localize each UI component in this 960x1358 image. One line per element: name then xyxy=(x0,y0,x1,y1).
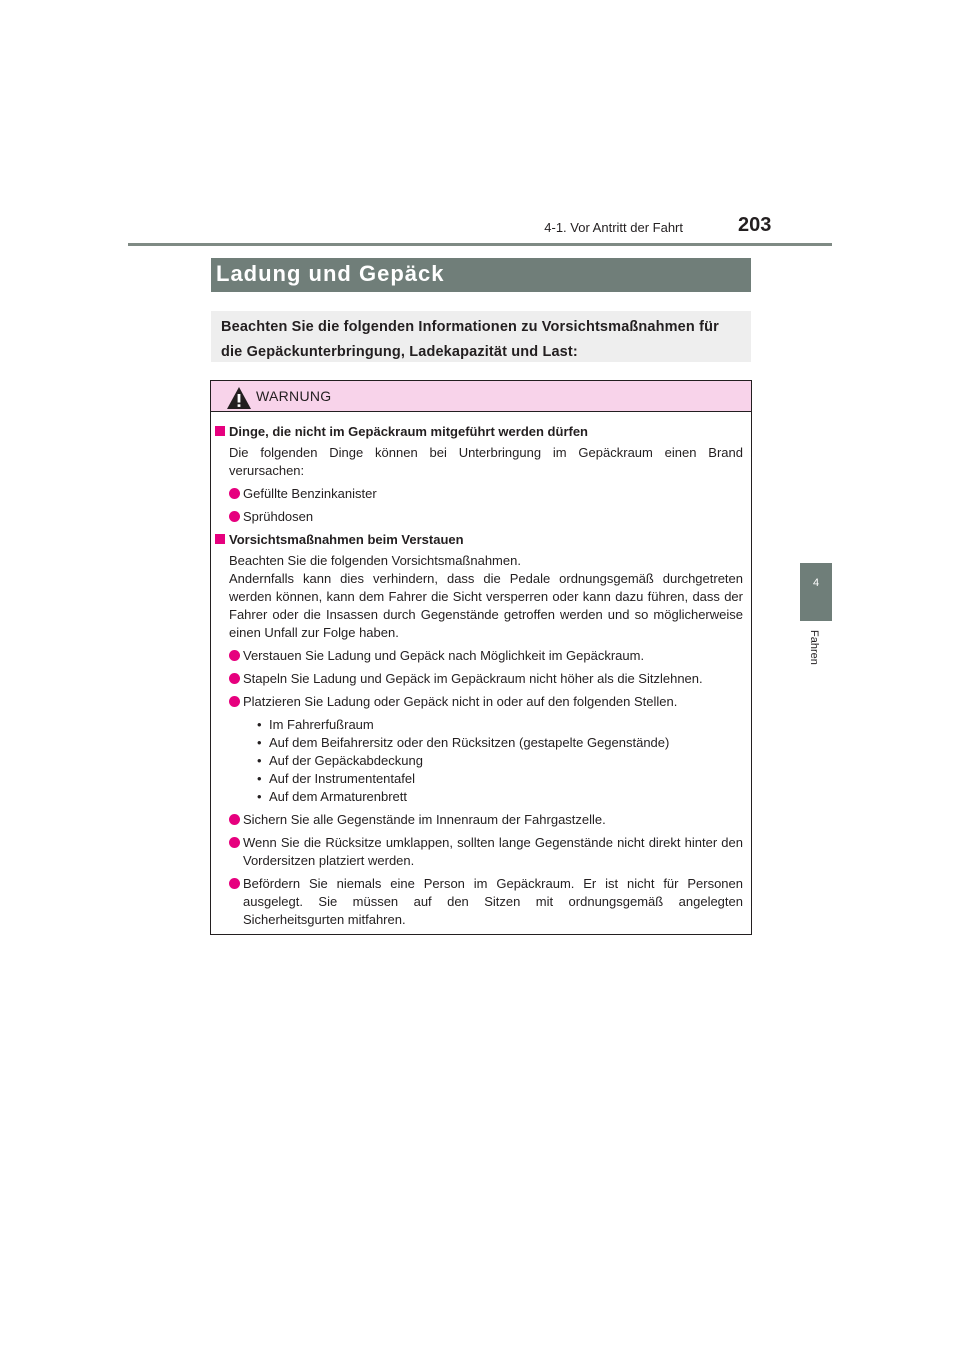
header-rule xyxy=(128,243,832,246)
list-item xyxy=(211,693,751,711)
intro-box xyxy=(211,311,751,362)
list-item-text: Verstauen Sie Ladung und Gepäck nach Möglichkeit im Gepäckraum. xyxy=(243,648,645,663)
square-bullet-icon xyxy=(215,426,225,436)
intro-text: Beachten Sie die folgenden Informationen zu Vorsichtsmaßnahmen für die Gepäckunterbringung, Ladekapazität und Last: xyxy=(221,319,719,360)
sub-list-item: • Auf dem Beifahrersitz oder den Rücksitzen (gestapelte Gegenstände) xyxy=(257,734,751,752)
sub-list-item: • Auf der Gepäckabdeckung xyxy=(257,752,751,770)
section-text: Die folgenden Dinge können bei Unterbringung im Gepäckraum einen Brand verursachen: xyxy=(229,445,743,478)
list-item-text: Stapeln Sie Ladung und Gepäck im Gepäckraum nicht höher als die Sitzlehnen. xyxy=(243,671,703,686)
warning-body xyxy=(211,423,751,929)
section-heading: Vorsichtsmaßnahmen beim Verstauen xyxy=(229,532,464,547)
warning-header xyxy=(211,381,751,412)
list-item xyxy=(211,508,751,526)
section-text: Andernfalls kann dies verhindern, dass die Pedale ordnungsgemäß durchgetreten werden können, kann dem Fahrer die Sicht versperren oder kann dazu führen, dass der Fahrer oder die Insassen durch Gegenstände getroffen werden und so möglicherweise einen Unfall zur Folge haben. xyxy=(229,571,743,640)
circle-bullet-icon xyxy=(229,511,240,522)
warning-box xyxy=(210,380,752,935)
list-item xyxy=(211,670,751,688)
circle-bullet-icon xyxy=(229,650,240,661)
list-item xyxy=(211,834,751,870)
chapter-tab xyxy=(800,563,832,621)
square-bullet-icon xyxy=(215,534,225,544)
warning-triangle-icon xyxy=(226,386,252,410)
list-item-text: Befördern Sie niemals eine Person im Gepäckraum. Er ist nicht für Personen ausgelegt. Sie müssen auf den Sitzen mit ordnungsgemäß angelegten Sicherheitsgurten mitfahren. xyxy=(243,876,743,927)
sub-list-item: • Auf dem Armaturenbrett xyxy=(257,788,751,806)
circle-bullet-icon xyxy=(229,814,240,825)
list-item-text: Platzieren Sie Ladung oder Gepäck nicht in oder auf den folgenden Stellen. xyxy=(243,694,678,709)
title-bar xyxy=(211,258,751,292)
list-item xyxy=(211,485,751,503)
circle-bullet-icon xyxy=(229,673,240,684)
list-item xyxy=(211,647,751,665)
list-item-text: Gefüllte Benzinkanister xyxy=(243,486,377,501)
list-item xyxy=(211,875,751,929)
list-item-text: Wenn Sie die Rücksitze umklappen, sollten lange Gegenstände nicht direkt hinter den Vordersitzen platziert werden. xyxy=(243,835,743,868)
chapter-number: 4 xyxy=(812,577,820,589)
warning-label: WARNUNG xyxy=(256,388,332,404)
warning-section-2-heading xyxy=(211,531,751,549)
chapter-name: Fahren xyxy=(808,630,820,665)
circle-bullet-icon xyxy=(229,696,240,707)
sub-list-item: • Im Fahrerfußraum xyxy=(257,716,751,734)
circle-bullet-icon xyxy=(229,488,240,499)
section-label: 4-1. Vor Antritt der Fahrt xyxy=(544,220,683,235)
sub-list-item: • Auf der Instrumententafel xyxy=(257,770,751,788)
sub-list xyxy=(211,716,751,806)
warning-section-1-heading xyxy=(211,423,751,441)
list-item-text: Sichern Sie alle Gegenstände im Innenraum der Fahrgastzelle. xyxy=(243,812,606,827)
list-item xyxy=(211,811,751,829)
page-number: 203 xyxy=(738,214,772,236)
circle-bullet-icon xyxy=(229,837,240,848)
circle-bullet-icon xyxy=(229,878,240,889)
page-title: Ladung und Gepäck xyxy=(216,261,445,286)
section-heading: Dinge, die nicht im Gepäckraum mitgeführt werden dürfen xyxy=(229,424,588,439)
list-item-text: Sprühdosen xyxy=(243,509,314,524)
section-text: Beachten Sie die folgenden Vorsichtsmaßnahmen. xyxy=(229,553,521,568)
